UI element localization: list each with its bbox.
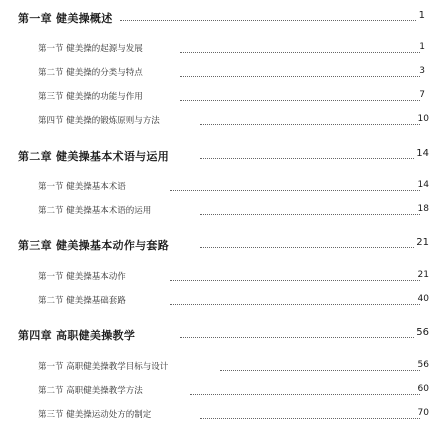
toc-section-3-2[interactable] bbox=[0, 294, 445, 306]
page-number: 14 bbox=[417, 180, 429, 190]
chapter-title: 第一章 健美操概述 bbox=[18, 10, 117, 26]
dot-leader bbox=[220, 360, 420, 371]
toc-section-1-1[interactable] bbox=[0, 42, 445, 54]
toc-section-4-1[interactable] bbox=[0, 360, 445, 372]
dot-leader bbox=[180, 327, 420, 338]
dot-leader bbox=[200, 148, 420, 159]
page-number: 18 bbox=[417, 204, 429, 214]
page-number: 56 bbox=[417, 360, 429, 370]
section-title: 第二节 健美操基础套路 bbox=[38, 294, 130, 306]
section-title: 第三节 健美操运动处方的制定 bbox=[38, 408, 155, 420]
toc-chapter-3[interactable] bbox=[0, 237, 445, 251]
page-number: 21 bbox=[417, 270, 429, 280]
page-number: 3 bbox=[419, 66, 425, 76]
section-title: 第二节 健美操的分类与特点 bbox=[38, 66, 147, 78]
toc-section-4-3[interactable] bbox=[0, 408, 445, 420]
toc-chapter-4[interactable] bbox=[0, 327, 445, 341]
toc-section-1-4[interactable] bbox=[0, 114, 445, 126]
section-title: 第二节 高职健美操教学方法 bbox=[38, 384, 147, 396]
chapter-title: 第四章 高职健美操教学 bbox=[18, 327, 139, 343]
section-title: 第一节 健美操的起源与发展 bbox=[38, 42, 147, 54]
toc-section-2-2[interactable] bbox=[0, 204, 445, 216]
dot-leader bbox=[180, 42, 420, 53]
page-number: 1 bbox=[419, 42, 425, 52]
page-number: 56 bbox=[416, 327, 429, 338]
toc-section-3-1[interactable] bbox=[0, 270, 445, 282]
section-title: 第三节 健美操的功能与作用 bbox=[38, 90, 147, 102]
section-title: 第一节 健美操基本动作 bbox=[38, 270, 130, 282]
toc-section-1-2[interactable] bbox=[0, 66, 445, 78]
toc-section-2-1[interactable] bbox=[0, 180, 445, 192]
chapter-title: 第三章 健美操基本动作与套路 bbox=[18, 237, 173, 253]
dot-leader bbox=[170, 180, 420, 191]
dot-leader bbox=[190, 384, 420, 395]
page-number: 14 bbox=[416, 148, 429, 159]
dot-leader bbox=[180, 66, 420, 77]
toc-chapter-2[interactable] bbox=[0, 148, 445, 162]
dot-leader bbox=[200, 237, 420, 248]
section-title: 第二节 健美操基本术语的运用 bbox=[38, 204, 155, 216]
page-number: 7 bbox=[419, 90, 425, 100]
dot-leader bbox=[180, 90, 420, 101]
dot-leader bbox=[170, 294, 420, 305]
dot-leader bbox=[200, 408, 420, 419]
toc-section-1-3[interactable] bbox=[0, 90, 445, 102]
section-title: 第一节 健美操基本术语 bbox=[38, 180, 130, 192]
page-number: 1 bbox=[418, 10, 425, 21]
toc-section-4-2[interactable] bbox=[0, 384, 445, 396]
section-title: 第四节 健美操的锻炼原则与方法 bbox=[38, 114, 164, 126]
page-number: 40 bbox=[417, 294, 429, 304]
dot-leader bbox=[120, 10, 420, 21]
page-number: 60 bbox=[417, 384, 429, 394]
dot-leader bbox=[170, 270, 420, 281]
chapter-title: 第二章 健美操基本术语与运用 bbox=[18, 148, 173, 164]
page-number: 70 bbox=[417, 408, 429, 418]
toc-chapter-1[interactable] bbox=[0, 10, 445, 24]
page-number: 21 bbox=[416, 237, 429, 248]
section-title: 第一节 高职健美操教学目标与设计 bbox=[38, 360, 172, 372]
dot-leader bbox=[200, 204, 420, 215]
dot-leader bbox=[200, 114, 420, 125]
page-number: 10 bbox=[417, 114, 429, 124]
